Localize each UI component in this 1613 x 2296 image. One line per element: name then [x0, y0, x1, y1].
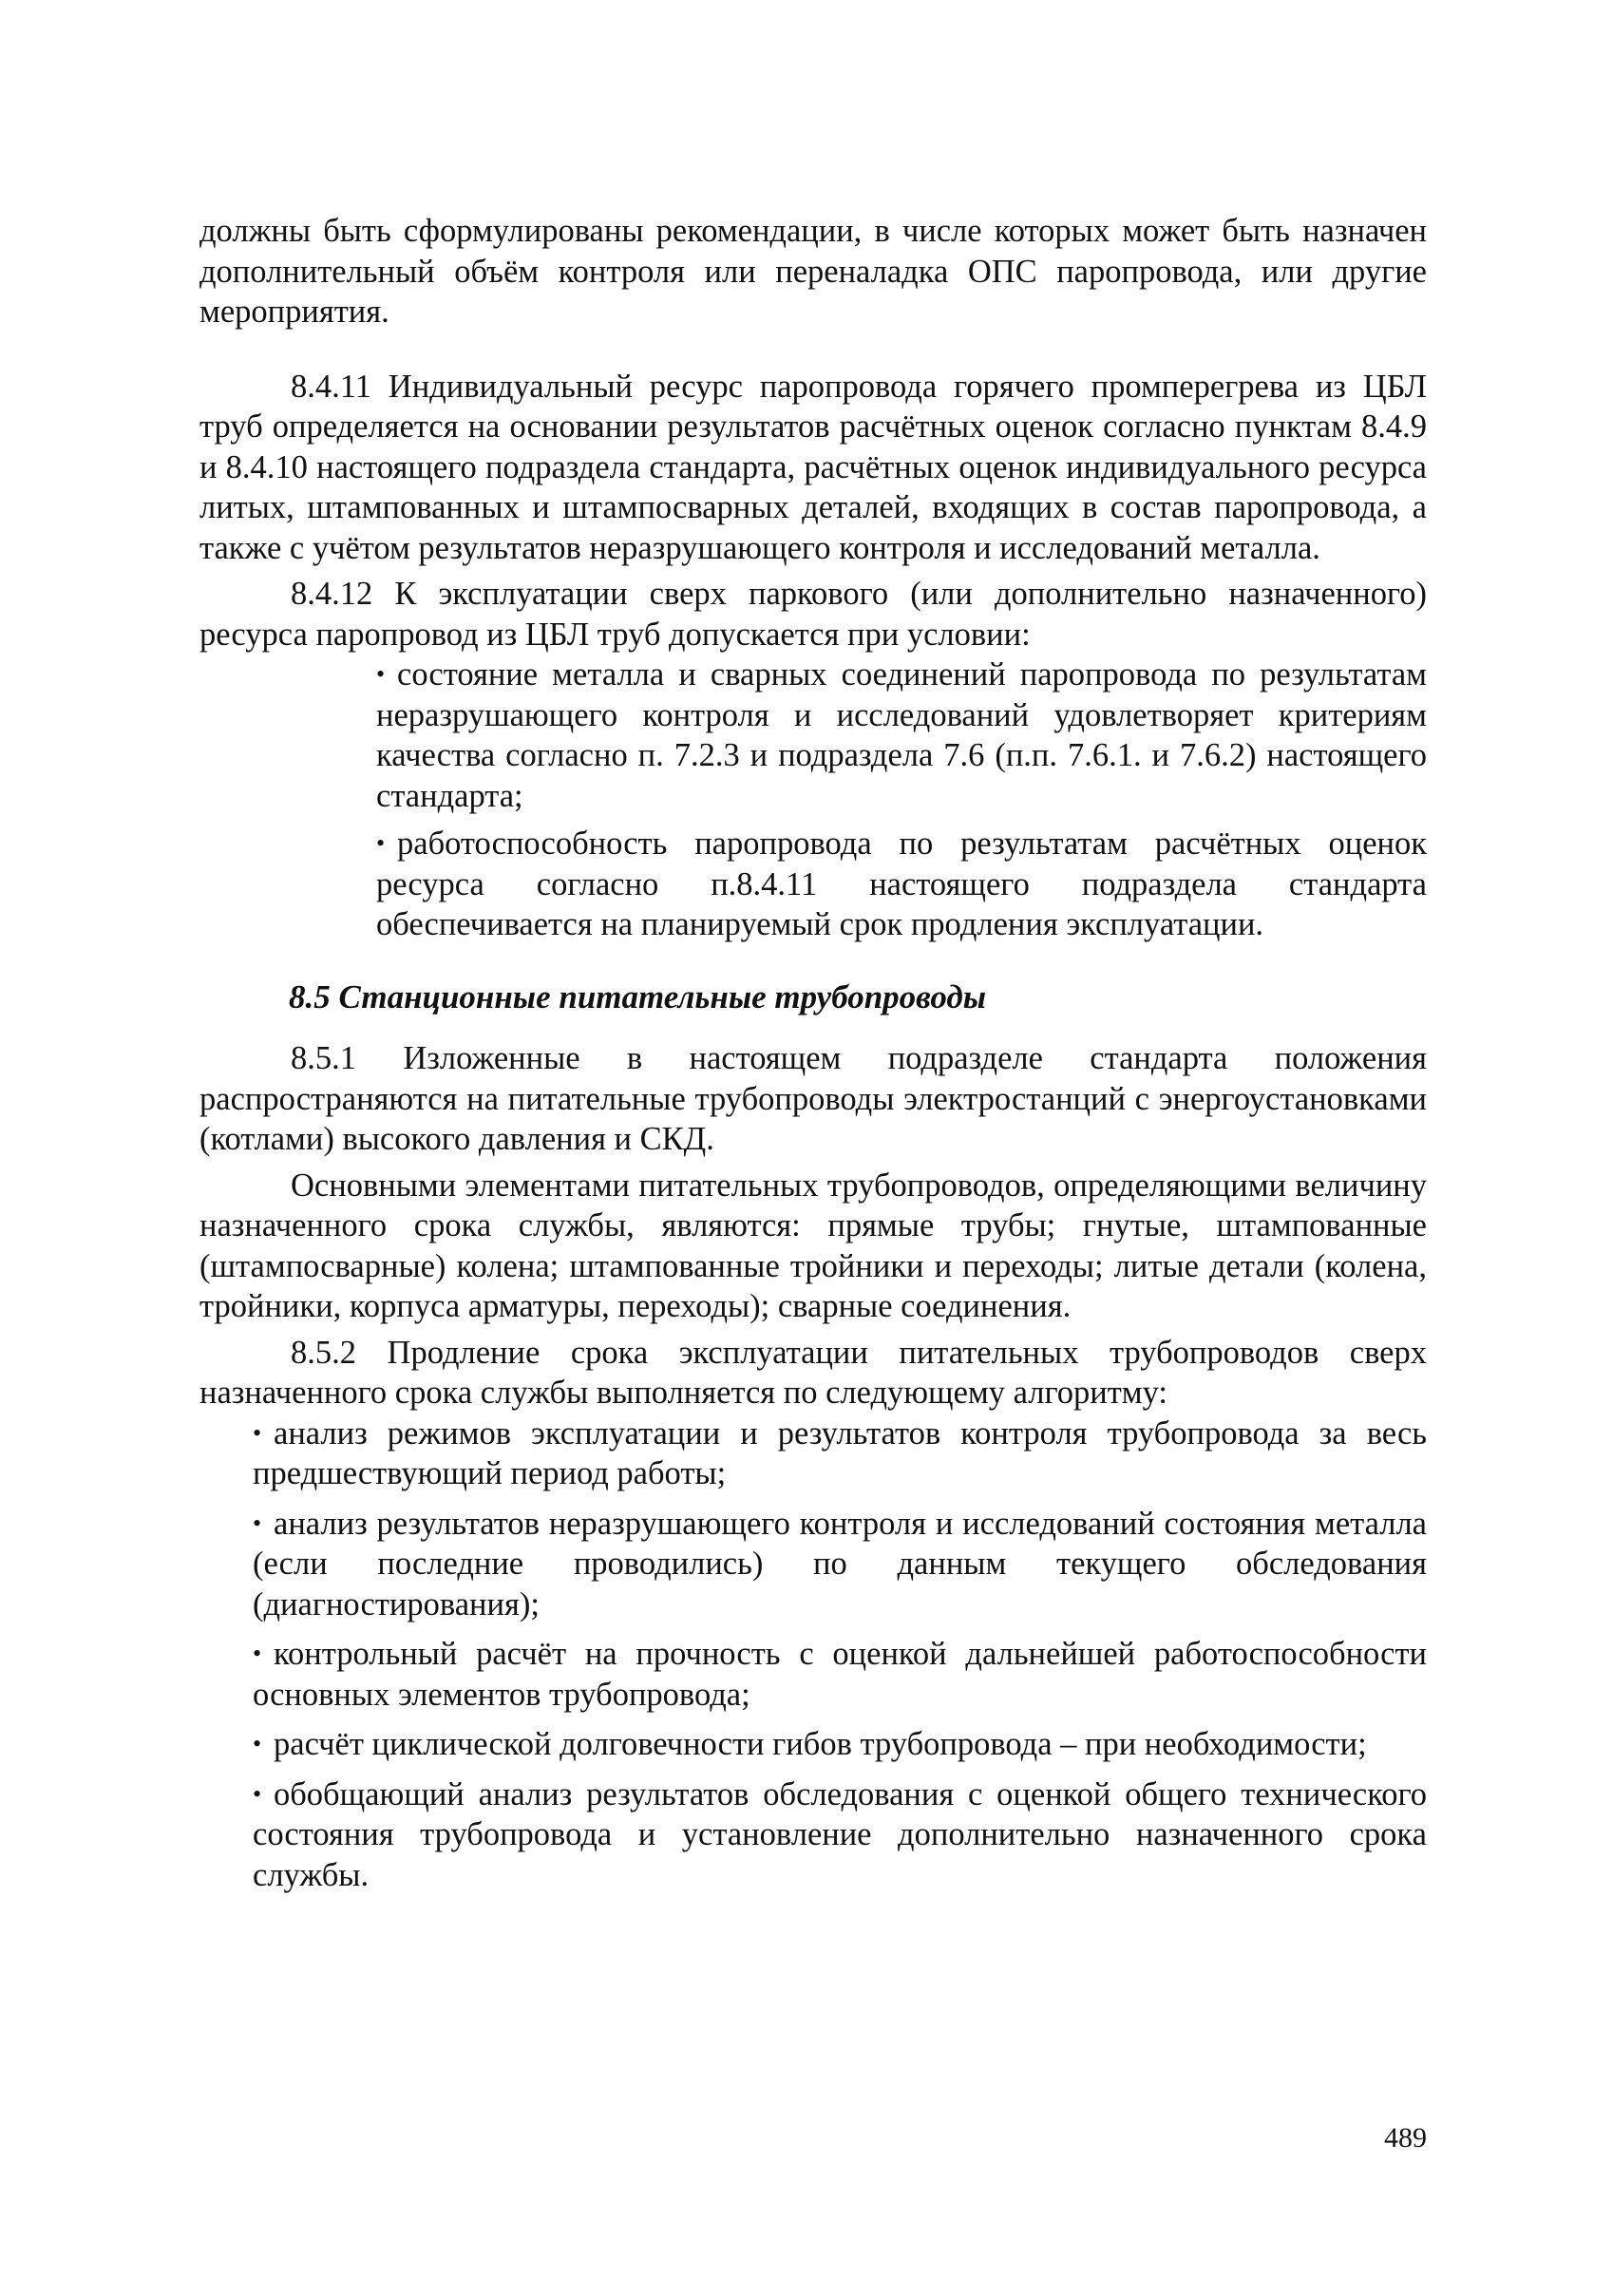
list-item-text: анализ режимов эксплуатации и результатов контроля трубопровода за весь предшествующий период работы; — [253, 1414, 1427, 1491]
list-item-text: обобщающий анализ результатов обследования с оценкой общего технического состояния трубопровода и установление дополнительно назначенного срока службы. — [253, 1775, 1427, 1893]
section-heading-8-5: 8.5 Станционные питательные трубопроводы — [289, 977, 987, 1015]
algorithm-list — [253, 1414, 1427, 1896]
bullet-icon: • — [253, 1640, 262, 1667]
list-item-text: анализ результатов неразрушающего контроля и исследований состояния металла (если последние проводились) по данным текущего обследования (диагностирования); — [253, 1505, 1427, 1622]
paragraph-8-4-12: 8.4.12 К эксплуатации сверх паркового (или дополнительно назначенного) ресурса паропровод из ЦБЛ труб допускается при условии: — [199, 576, 1427, 653]
list-item-text: состояние металла и сварных соединений паропровода по результатам неразрушающего контроля и исследований удовлетворяет критериям качества согласно п. 7.2.3 и подраздела 7.6 (п.п. 7.6.1. и 7.6.2) настоящего стандарта; — [376, 656, 1427, 814]
list-item-text: работоспособность паропровода по результатам расчётных оценок ресурса согласно п.8.4.11 настоящего подраздела стандарта обеспечивается на планируемый срок продления эксплуатации. — [376, 825, 1427, 942]
list-item-text: контрольный расчёт на прочность с оценкой дальнейшей работоспособности основных элементов трубопровода; — [253, 1636, 1427, 1713]
bullet-icon: • — [376, 829, 386, 857]
list-item-text: расчёт циклической долговечности гибов трубопровода – при необходимости; — [274, 1726, 1367, 1762]
bullet-icon: • — [253, 1418, 262, 1447]
page-number: 489 — [1384, 2122, 1427, 2154]
list-item — [253, 1774, 1427, 1896]
bullet-icon: • — [376, 660, 386, 688]
paragraph-8-5-1: 8.5.1 Изложенные в настоящем подразделе стандарта положения распространяются на питательные трубопроводы электростанций с энергоустановками (котлами) высокого давления и СКД. — [199, 1040, 1427, 1157]
page-content — [199, 211, 1427, 1905]
paragraph-8-5-2: 8.5.2 Продление срока эксплуатации питательных трубопроводов сверх назначенного срока службы выполняется по следующему алгоритму: — [199, 1334, 1427, 1411]
conditions-list — [376, 655, 1427, 945]
list-item — [253, 1504, 1427, 1625]
bullet-icon: • — [253, 1730, 262, 1757]
list-item — [253, 1634, 1427, 1715]
paragraph-main-elements: Основными элементами питательных трубопроводов, определяющими величину назначенного срока службы, являются: прямые трубы; гнутые, штампованные (штампосварные) колена; штампованные тройники и переходы; литые детали (колена, тройники, корпуса арматуры, переходы); сварные соединения. — [199, 1167, 1427, 1324]
list-item — [376, 655, 1427, 816]
paragraph-8-4-11: 8.4.11 Индивидуальный ресурс паропровода горячего промперегрева из ЦБЛ труб определяется на основании результатов расчётных оценок согласно пунктам 8.4.9 и 8.4.10 настоящего подраздела стандарта, расчётных оценок индивидуального ресурса литых, штампованных и штампосварных деталей, входящих в состав паропровода, а также с учётом результатов неразрушающего контроля и исследований металла. — [199, 368, 1427, 566]
list-item — [376, 824, 1427, 945]
list-item — [253, 1724, 1427, 1765]
intro-paragraph: должны быть сформулированы рекомендации, в числе которых может быть назначен дополнительный объём контроля или переналадка ОПС паропровода, или другие мероприятия. — [199, 213, 1427, 330]
list-item — [253, 1414, 1427, 1494]
bullet-icon: • — [253, 1509, 262, 1537]
bullet-icon: • — [253, 1779, 262, 1808]
